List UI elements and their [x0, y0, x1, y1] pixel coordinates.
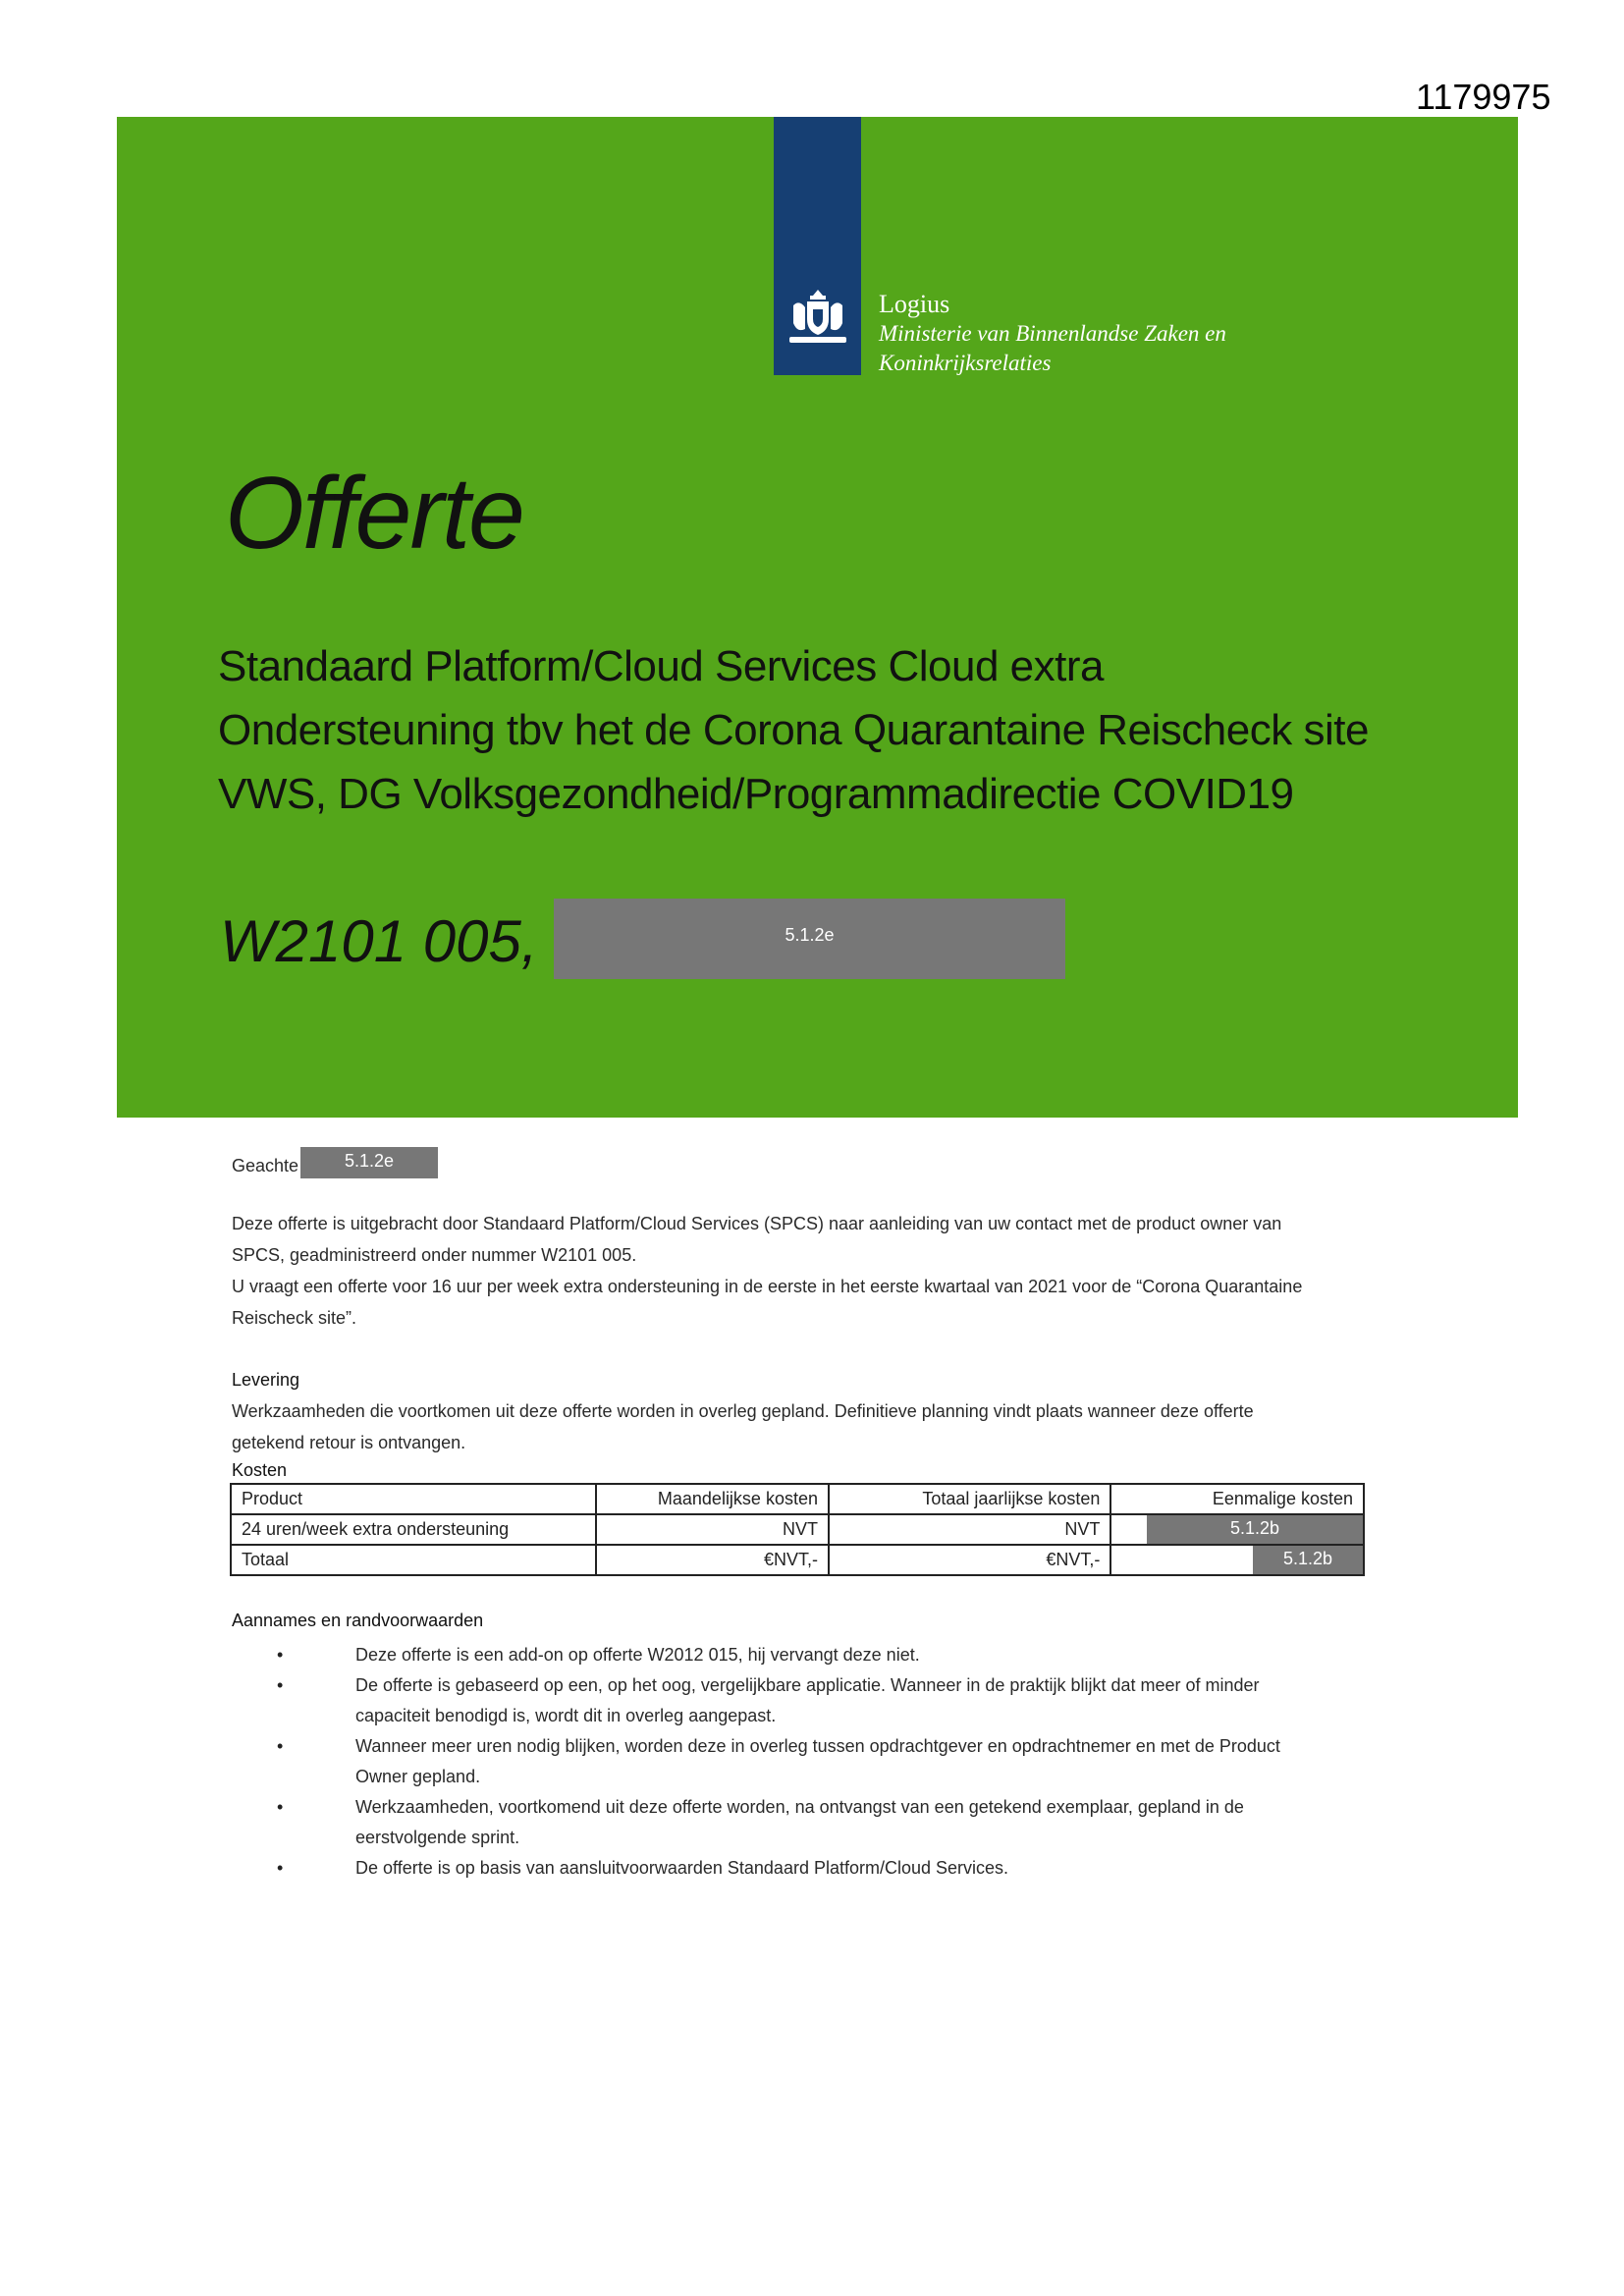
- cover-banner: [117, 117, 1518, 1118]
- table-row: [231, 1514, 1364, 1545]
- list-item-line: • Deze offerte is een add-on op offerte W2012 015, hij vervangt deze niet.: [355, 1645, 920, 1665]
- intro-line: U vraagt een offerte voor 16 uur per week extra ondersteuning in de eerste in het eerste kwartaal van 2021 voor de “Corona Quarantaine: [232, 1277, 1303, 1296]
- intro-paragraph: [232, 1208, 1430, 1334]
- org-ministry-line1: Ministerie van Binnenlandse Zaken en: [879, 321, 1226, 346]
- table-header-cell: Maandelijkse kosten: [596, 1484, 829, 1514]
- org-ministry-line2: Koninkrijksrelaties: [879, 351, 1052, 375]
- assumptions-heading: Aannames en randvoorwaarden: [232, 1611, 484, 1630]
- levering-line: Werkzaamheden die voortkomen uit deze offerte worden in overleg gepland. Definitieve planning vindt plaats wanneer deze offerte: [232, 1401, 1254, 1421]
- table-cell: €NVT,-: [829, 1545, 1110, 1575]
- coat-of-arms-icon: [784, 284, 852, 353]
- intro-line: Reischeck site”.: [232, 1308, 357, 1328]
- org-name: Logius: [879, 290, 950, 318]
- cost-table: [230, 1483, 1365, 1576]
- subtitle-line: Ondersteuning tbv het de Corona Quarantaine Reischeck site: [218, 706, 1369, 754]
- list-item-line: • De offerte is op basis van aansluitvoorwaarden Standaard Platform/Cloud Services.: [355, 1858, 1009, 1878]
- assumptions-list: [232, 1640, 1380, 1884]
- list-item: [232, 1853, 1380, 1884]
- levering-line: getekend retour is ontvangen.: [232, 1433, 466, 1452]
- redaction-box: 5.1.2e: [300, 1147, 438, 1178]
- table-header-cell: Eenmalige kosten: [1110, 1484, 1364, 1514]
- table-header-row: [231, 1484, 1364, 1514]
- list-item: [232, 1792, 1380, 1853]
- logo-ribbon: [774, 117, 861, 375]
- table-header-cell: Product: [231, 1484, 596, 1514]
- offer-reference: W2101 005,: [220, 908, 538, 974]
- organisation-block: [879, 290, 1226, 378]
- table-row: [231, 1545, 1364, 1575]
- document-number: 1179975: [1416, 77, 1551, 117]
- table-cell: NVT: [596, 1514, 829, 1545]
- offer-subtitle: [218, 634, 1494, 826]
- table-cell: NVT: [829, 1514, 1110, 1545]
- table-cell: €NVT,-: [596, 1545, 829, 1575]
- levering-heading: Levering: [232, 1370, 300, 1390]
- intro-line: Deze offerte is uitgebracht door Standaard Platform/Cloud Services (SPCS) naar aanleiding van uw contact met de product owner van: [232, 1214, 1282, 1233]
- list-item: [232, 1640, 1380, 1670]
- subtitle-line: Standaard Platform/Cloud Services Cloud extra: [218, 642, 1104, 690]
- kosten-heading: Kosten: [232, 1460, 288, 1480]
- levering-section: [232, 1364, 1390, 1458]
- intro-line: SPCS, geadministreerd onder nummer W2101 005.: [232, 1245, 637, 1265]
- list-item-line: Owner gepland.: [355, 1767, 481, 1786]
- list-item-line: • De offerte is gebaseerd op een, op het oog, vergelijkbare applicatie. Wanneer in de praktijk blijkt dat meer of minder: [355, 1675, 1260, 1695]
- table-cell: [1110, 1545, 1364, 1575]
- page-title: Offerte: [225, 457, 523, 571]
- redaction-box: 5.1.2b: [1253, 1546, 1363, 1574]
- table-header-cell: Totaal jaarlijkse kosten: [829, 1484, 1110, 1514]
- list-item: [232, 1731, 1380, 1792]
- list-item-line: • Wanneer meer uren nodig blijken, worden deze in overleg tussen opdrachtgever en opdrachtnemer en met de Product: [355, 1736, 1280, 1756]
- table-cell: 24 uren/week extra ondersteuning: [231, 1514, 596, 1545]
- table-cell: Totaal: [231, 1545, 596, 1575]
- subtitle-line: VWS, DG Volksgezondheid/Programmadirectie COVID19: [218, 770, 1294, 818]
- list-item-line: • Werkzaamheden, voortkomend uit deze offerte worden, na ontvangst van een getekend exemplaar, gepland in de: [355, 1797, 1244, 1817]
- redaction-box: 5.1.2b: [1147, 1515, 1363, 1544]
- redaction-box: 5.1.2e: [554, 899, 1065, 979]
- list-item: [232, 1670, 1380, 1731]
- list-item-line: eerstvolgende sprint.: [355, 1828, 520, 1847]
- greeting: Geachte: [232, 1156, 299, 1175]
- list-item-line: capaciteit benodigd is, wordt dit in overleg aangepast.: [355, 1706, 777, 1725]
- table-cell: [1110, 1514, 1364, 1545]
